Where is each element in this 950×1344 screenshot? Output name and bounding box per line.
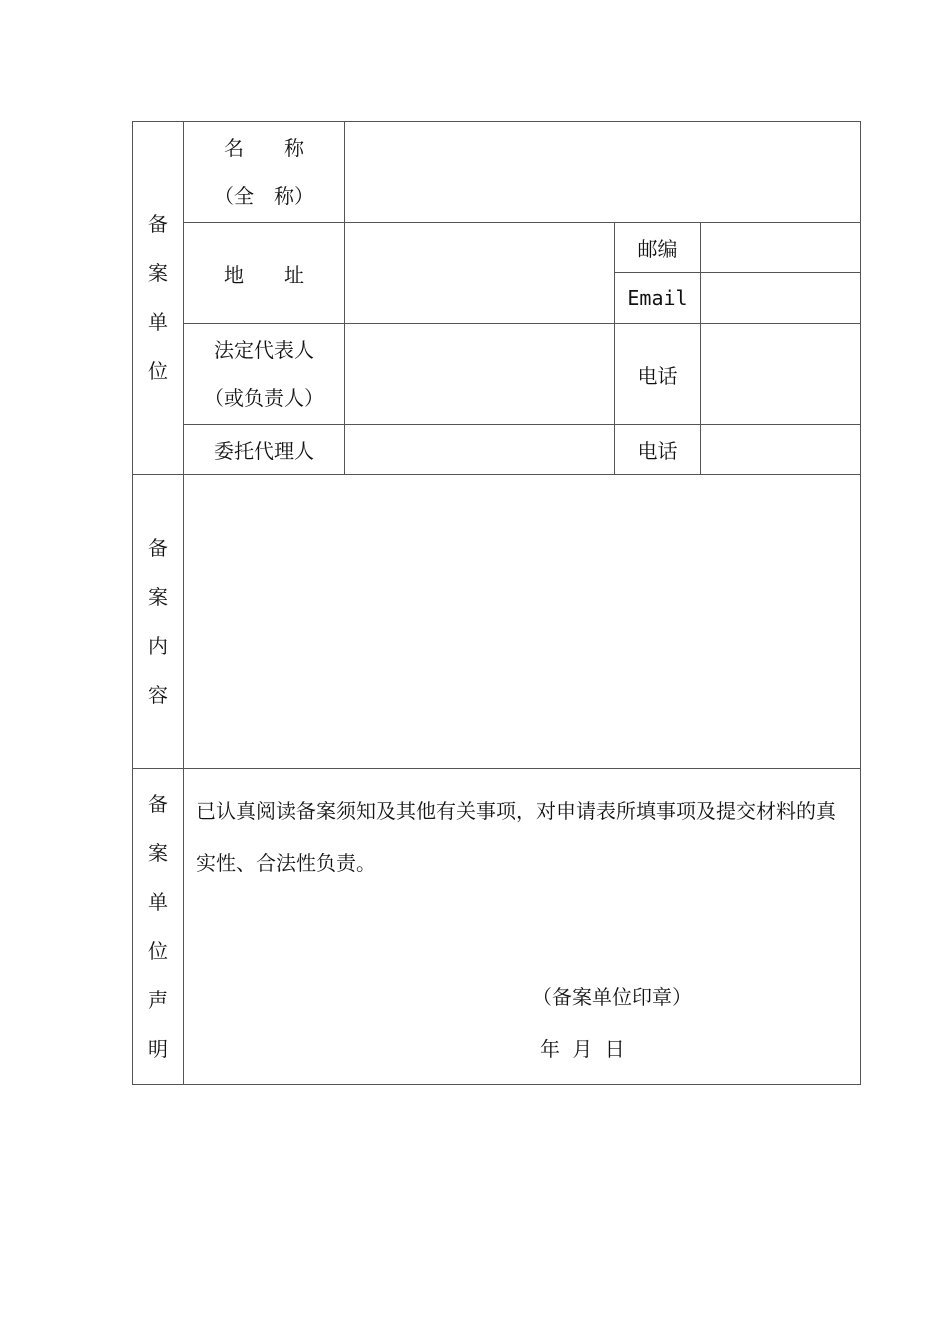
legal-rep-input-cell[interactable] bbox=[345, 324, 615, 425]
email-label-cell bbox=[615, 273, 701, 324]
unit-label-char: 单 bbox=[148, 310, 168, 334]
declaration-label-char: 案 bbox=[148, 840, 168, 865]
date-label: 年 月 日 bbox=[540, 1037, 625, 1061]
phone-label: 电话 bbox=[637, 363, 678, 388]
email-label: Email bbox=[627, 286, 688, 310]
declaration-label-char: 位 bbox=[148, 938, 168, 963]
declaration-cell bbox=[184, 769, 861, 1085]
agent-label: 委托代理人 bbox=[214, 439, 314, 463]
legal-rep-label-line2: （或负责人） bbox=[204, 386, 324, 410]
name-label-line2: （全 称） bbox=[214, 184, 314, 208]
declaration-text: 已认真阅读备案须知及其他有关事项，对申请表所填事项及提交材料的真实性、合法性负责。 bbox=[196, 799, 836, 875]
unit-section-label bbox=[133, 122, 184, 475]
address-label-cell bbox=[184, 223, 345, 324]
seal-label: （备案单位印章） bbox=[532, 985, 692, 1009]
agent-phone-input-cell[interactable] bbox=[701, 425, 861, 475]
email-input-cell[interactable] bbox=[701, 273, 861, 324]
agent-phone-label-cell bbox=[615, 425, 701, 475]
declaration-section-label bbox=[133, 769, 184, 1085]
postcode-input-cell[interactable] bbox=[701, 223, 861, 273]
content-label-char: 内 bbox=[148, 633, 168, 658]
name-label-cell bbox=[184, 122, 345, 223]
content-label-char: 容 bbox=[148, 682, 168, 707]
filing-form-table bbox=[132, 121, 861, 1085]
agent-label-cell bbox=[184, 425, 345, 475]
unit-label-char: 备 bbox=[148, 212, 168, 236]
content-label-char: 案 bbox=[148, 584, 168, 609]
name-label-line1: 名 称 bbox=[224, 136, 304, 160]
agent-phone-label: 电话 bbox=[637, 439, 678, 463]
unit-label-char: 位 bbox=[148, 359, 168, 383]
legal-rep-label-cell bbox=[184, 324, 345, 425]
legal-rep-label-line1: 法定代表人 bbox=[214, 338, 314, 362]
unit-label-char: 案 bbox=[148, 261, 168, 285]
address-input-cell[interactable] bbox=[345, 223, 615, 324]
address-label: 地 址 bbox=[224, 262, 304, 287]
declaration-label-char: 明 bbox=[148, 1036, 168, 1061]
declaration-label-char: 备 bbox=[148, 791, 168, 816]
content-input-cell[interactable] bbox=[184, 475, 861, 769]
postcode-label: 邮编 bbox=[637, 237, 678, 261]
declaration-label-char: 声 bbox=[148, 987, 168, 1012]
content-label-char: 备 bbox=[148, 535, 168, 560]
agent-input-cell[interactable] bbox=[345, 425, 615, 475]
name-input-cell[interactable] bbox=[345, 122, 861, 223]
content-section-label bbox=[133, 475, 184, 769]
phone-input-cell[interactable] bbox=[701, 324, 861, 425]
postcode-label-cell bbox=[615, 223, 701, 273]
declaration-label-char: 单 bbox=[148, 889, 168, 914]
phone-label-cell bbox=[615, 324, 701, 425]
